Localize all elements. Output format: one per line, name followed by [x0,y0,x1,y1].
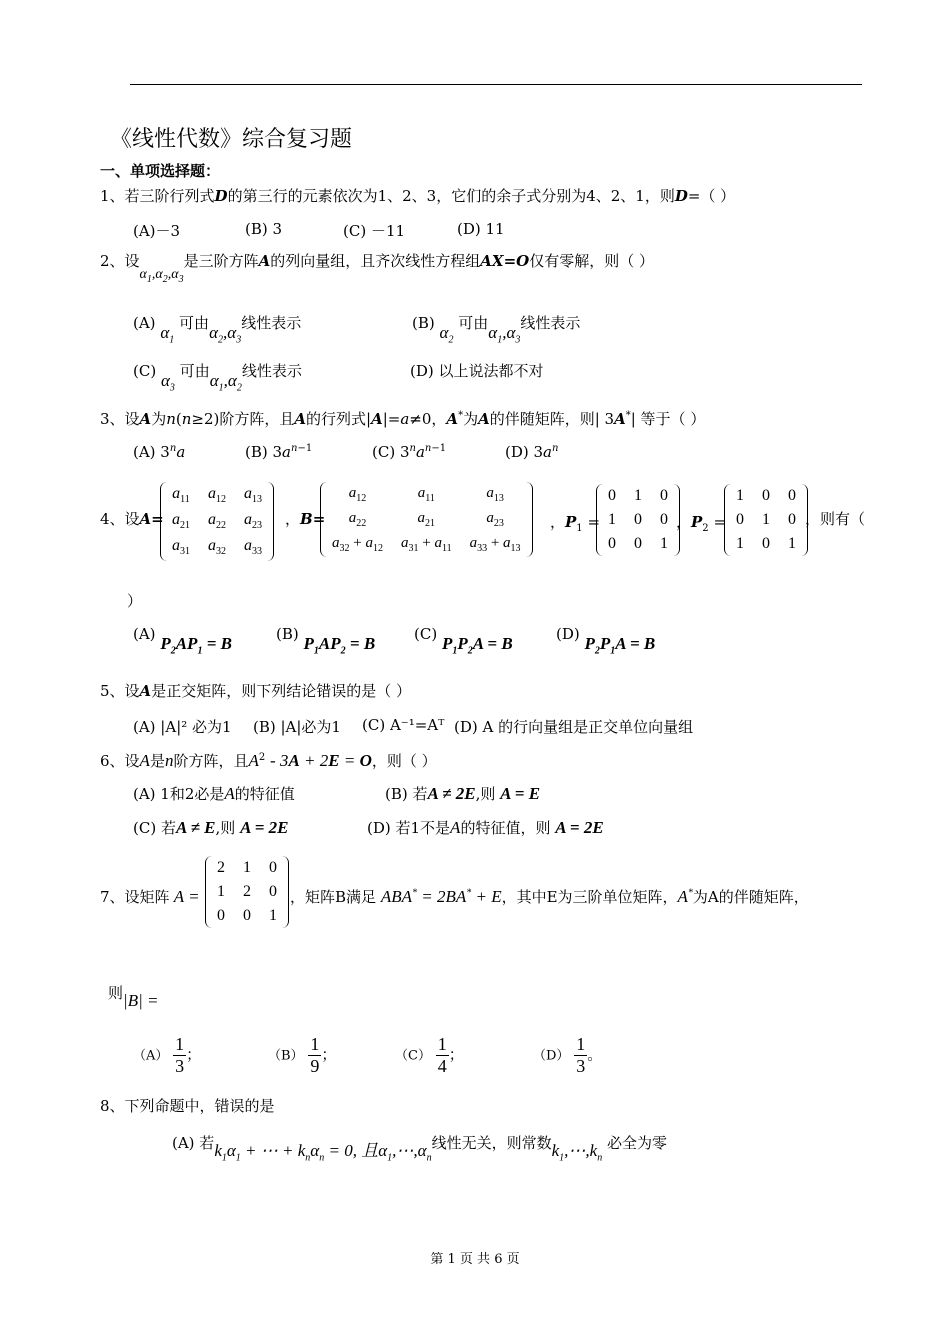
q2-option-b: (B) $\alpha_2$ 可由$\alpha_1,\alpha_3$线性表示 [412,314,581,346]
matrix-q7-cell: 2 [217,859,225,876]
q7-option-c: （C） $\frac{1}{4}$ ； [395,1034,464,1076]
matrix-a-cell: $a_{23}$ [244,511,262,532]
matrix-b-row [323,532,530,557]
matrix-p1-row [599,532,677,556]
q3-option-a: (A) 3$^n$a [133,443,186,461]
q4-p2-label: ，$P_2$ = [676,513,727,534]
q5-option-b: (B) |A|必为1 [253,718,341,736]
matrix-p2-cell: 0 [788,511,796,528]
matrix-q7-row [208,880,286,904]
page-footer: 第 1 页 共 6 页 [430,1252,520,1267]
matrix-q7-cell: 1 [243,859,251,876]
matrix-b-row [323,482,530,507]
q7-option-d: （D） $\frac{1}{3}$ 。 [533,1034,603,1076]
matrix-p2-cell: 0 [762,535,770,552]
matrix-a-cell: $a_{33}$ [244,537,262,558]
matrix-p1-cell: 0 [634,535,642,552]
matrix-q7-cell: 0 [269,859,277,876]
matrix-a-cell: $a_{12}$ [208,485,226,506]
question-1: 1、若三阶行列式D的第三行的元素依次为1、2、3，它们的余子式分别为4、2、1，则D=（ ） [100,187,736,205]
section-heading: 一、单项选择题： [100,162,221,180]
q4-close: ） [127,592,143,610]
q4-b-label: ，B= [285,510,326,528]
question-7-lead: 7、设矩阵 A = [100,887,200,906]
matrix-b [320,482,533,557]
header-rule [130,84,862,85]
matrix-a-row [163,508,271,534]
q3-option-b: (B) $3a^{n-1}$ [245,443,313,461]
matrix-q7 [205,856,289,928]
matrix-a-cell: $a_{21}$ [172,511,190,532]
question-5: 5、设A是正交矩阵，则下列结论错误的是（ ） [100,682,411,700]
matrix-p2-cell: 0 [788,487,796,504]
q7-option-b: （B） $\frac{1}{9}$ ； [268,1034,337,1076]
q2-option-a: (A) $\alpha_1$ 可由$\alpha_2,\alpha_3$线性表示 [133,314,302,346]
question-6: 6、设A是n阶方阵，且$A^2 - 3A + 2E = O$，则（ ） [100,751,437,770]
matrix-p1-cell: 0 [660,511,668,528]
matrix-q7-cell: 2 [243,883,251,900]
matrix-p2 [724,484,808,556]
matrix-b-cell: $a_{11}$ [417,485,435,504]
q4-option-c: (C) $P_1P_2A = B$ [414,625,513,657]
matrix-q7-cell: 0 [217,907,225,924]
q1-option-b: (B) 3 [245,220,283,238]
matrix-b-cell: $a_{31} + a_{11}$ [400,535,452,554]
matrix-b-cell: $a_{23}$ [486,510,504,529]
q6-option-a: (A) 1和2必是A的特征值 [133,784,295,803]
matrix-p1-cell: 0 [634,511,642,528]
matrix-p1-row [599,508,677,532]
matrix-q7-cell: 1 [269,907,277,924]
q4-tail: ，则有（ [805,510,866,528]
matrix-q7-cell: 1 [217,883,225,900]
matrix-p1-cell: 0 [608,535,616,552]
q4-option-a: (A) $P_2AP_1 = B$ [133,625,232,657]
matrix-a-cell: $a_{31}$ [172,537,190,558]
matrix-q7-cell: 0 [243,907,251,924]
question-4-lead: 4、设A= [100,510,164,528]
q4-p1-label: ，$P_1$ = [550,513,601,534]
matrix-q7-row [208,904,286,928]
matrix-a-cell: $a_{32}$ [208,537,226,558]
matrix-p2-row [727,484,805,508]
matrix-p1-row [599,484,677,508]
q3-option-c: (C) $3^na^{n-1}$ [372,443,447,461]
matrix-b-cell: $a_{32} + a_{12}$ [332,535,383,554]
q7-then: 则|B| = [108,984,159,1010]
matrix-p2-cell: 1 [788,535,796,552]
matrix-a-row [163,534,271,560]
matrix-a-cell: $a_{13}$ [244,485,262,506]
matrix-b-cell: $a_{21}$ [417,510,436,529]
matrix-p1 [596,484,680,556]
q4-option-b: (B) $P_1AP_2 = B$ [276,625,376,657]
matrix-b-cell: $a_{13}$ [486,485,504,504]
q1-option-d: (D) 11 [457,220,505,238]
matrix-p2-cell: 1 [736,535,744,552]
question-2: 2、设$\alpha_1,\alpha_2,\alpha_3$是三阶方阵A的列向量组，且齐次线性方程组AX=O仅有零解，则（ ） [100,252,654,285]
q1-option-a: (A)－3 [133,222,181,240]
matrix-p2-cell: 1 [736,487,744,504]
q2-option-d: (D) 以上说法都不对 [410,362,544,380]
matrix-p1-cell: 0 [608,487,616,504]
matrix-b-cell: $a_{33} + a_{13}$ [469,535,521,554]
q4-option-d: (D) $P_2P_1A = B$ [556,625,656,657]
question-8: 8、下列命题中，错误的是 [100,1097,275,1115]
q6-option-d: (D) 若1不是A的特征值，则 A = 2E [367,818,604,837]
matrix-a-row [163,482,271,508]
q5-option-c: (C) A⁻¹=Aᵀ [362,716,445,734]
matrix-b-row [323,507,530,532]
matrix-a-cell: $a_{22}$ [208,511,226,532]
matrix-p1-cell: 1 [634,487,642,504]
q5-option-d: (D) A 的行向量组是正交单位向量组 [454,718,694,736]
matrix-p2-row [727,508,805,532]
matrix-p2-cell: 1 [762,511,770,528]
matrix-p2-cell: 0 [736,511,744,528]
q6-option-c: (C) 若A ≠ E,则 A = 2E [133,818,289,837]
q7-option-a: （A） $\frac{1}{3}$ ； [133,1034,202,1076]
matrix-a-cell: $a_{11}$ [172,485,190,506]
q2-option-c: (C) $\alpha_3$ 可由$\alpha_1,\alpha_2$线性表示 [133,362,302,394]
matrix-p1-cell: 0 [660,487,668,504]
matrix-b-cell: $a_{22}$ [348,510,367,529]
q1-option-c: (C) －11 [343,222,406,240]
q8-option-a: (A) 若$k_1\alpha_1$ + ⋯ + $k_n\alpha_n = 0$, 且$\alpha_1,\cdots,\alpha_n$线性无关，则常数$k_1,\cdots,k_n$ 必全为零 [172,1134,667,1164]
matrix-q7-cell: 0 [269,883,277,900]
matrix-b-cell: $a_{12}$ [348,485,367,504]
question-3: 3、设A为n(n≥2)阶方阵，且A的行列式|A|=a≠0，A*为A的伴随矩阵，则| 3A*| 等于（ ） [100,410,706,428]
matrix-p2-cell: 0 [762,487,770,504]
matrix-p1-cell: 1 [660,535,668,552]
question-7-text: ，矩阵B满足 ABA* = 2BA* + E，其中E为三阶单位矩阵，A*为A的伴随矩阵， [290,887,809,906]
matrix-p2-row [727,532,805,556]
q6-option-b: (B) 若A ≠ 2E,则 A = E [385,784,541,803]
matrix-a [160,482,274,561]
page-title: 《线性代数》综合复习题 [110,127,353,152]
matrix-p1-cell: 1 [608,511,616,528]
q3-option-d: (D) $3a^n$ [505,443,559,461]
matrix-q7-row [208,856,286,880]
q5-option-a: (A) |A|² 必为1 [133,718,232,736]
